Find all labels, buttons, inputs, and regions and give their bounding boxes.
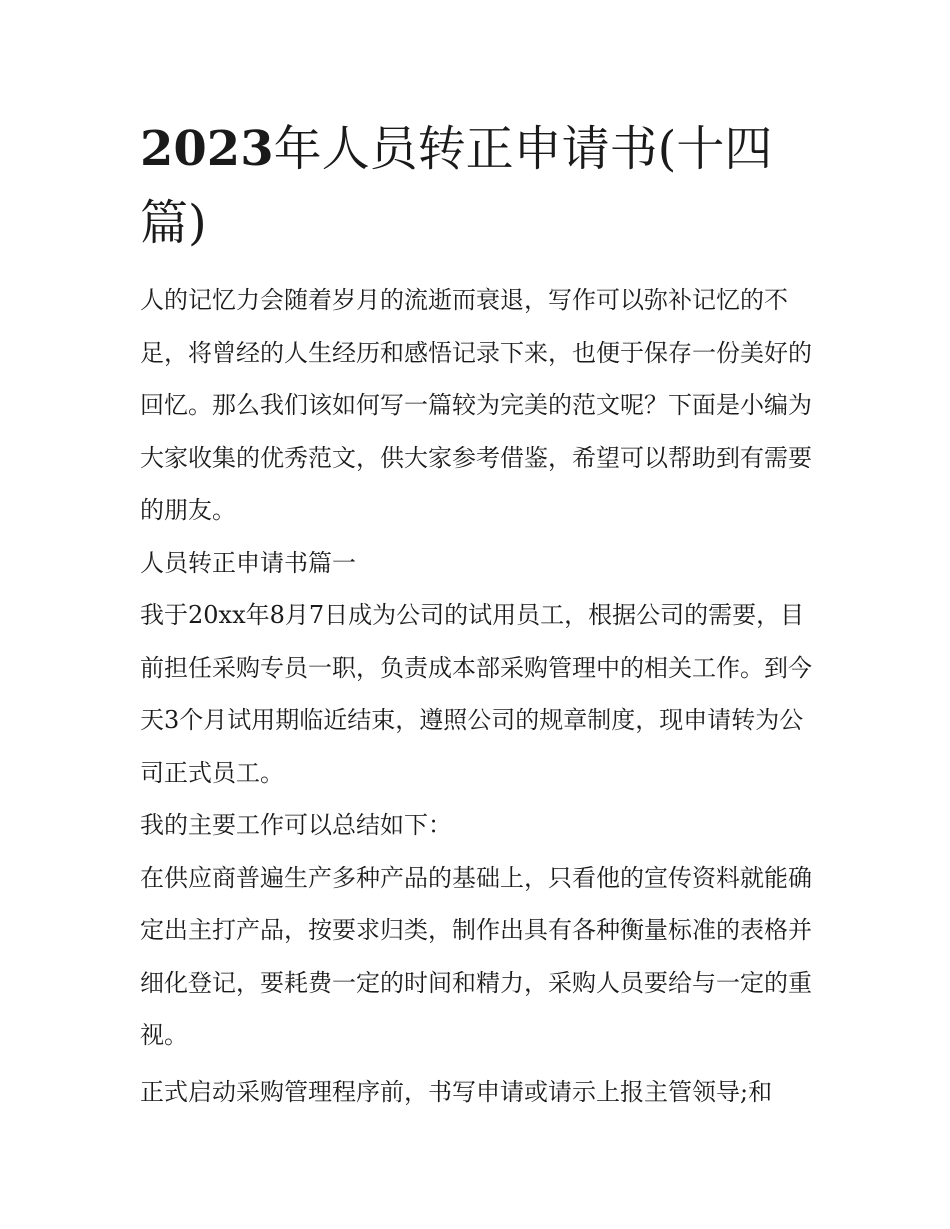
body-paragraph: 我于20xx年8月7日成为公司的试用员工，根据公司的需要，目前担任采购专员一职，负责成本部采购管理中的相关工作。到今天3个月试用期临近结束，遵照公司的规章制度，现申请转为公司正式员工。 bbox=[140, 601, 812, 787]
body-paragraph: 在供应商普遍生产多种产品的基础上，只看他的宣传资料就能确定出主打产品，按要求归类，制作出具有各种衡量标准的表格并细化登记，要耗费一定的时间和精力，采购人员要给与一定的重视。 bbox=[140, 863, 812, 1049]
body-paragraph: 正式启动采购管理程序前，书写申请或请示上报主管领导;和 bbox=[140, 1077, 773, 1106]
document-page bbox=[140, 112, 815, 1118]
title-text: 年人员转正申请书(十四篇) bbox=[140, 121, 773, 251]
section-heading: 人员转正申请书篇一 bbox=[140, 548, 356, 577]
body-paragraph: 我的主要工作可以总结如下： bbox=[140, 811, 452, 839]
intro-paragraph: 人的记忆力会随着岁月的流逝而衰退，写作可以弥补记忆的不足，将曾经的人生经历和感悟记录下来，也便于保存一份美好的回忆。那么我们该如何写一篇较为完美的范文呢？下面是小编为大家收集的优秀范文，供大家参考借鉴，希望可以帮助到有需要的朋友。 bbox=[140, 286, 812, 524]
title-year: 2023 bbox=[140, 121, 274, 177]
document-title bbox=[140, 112, 815, 260]
